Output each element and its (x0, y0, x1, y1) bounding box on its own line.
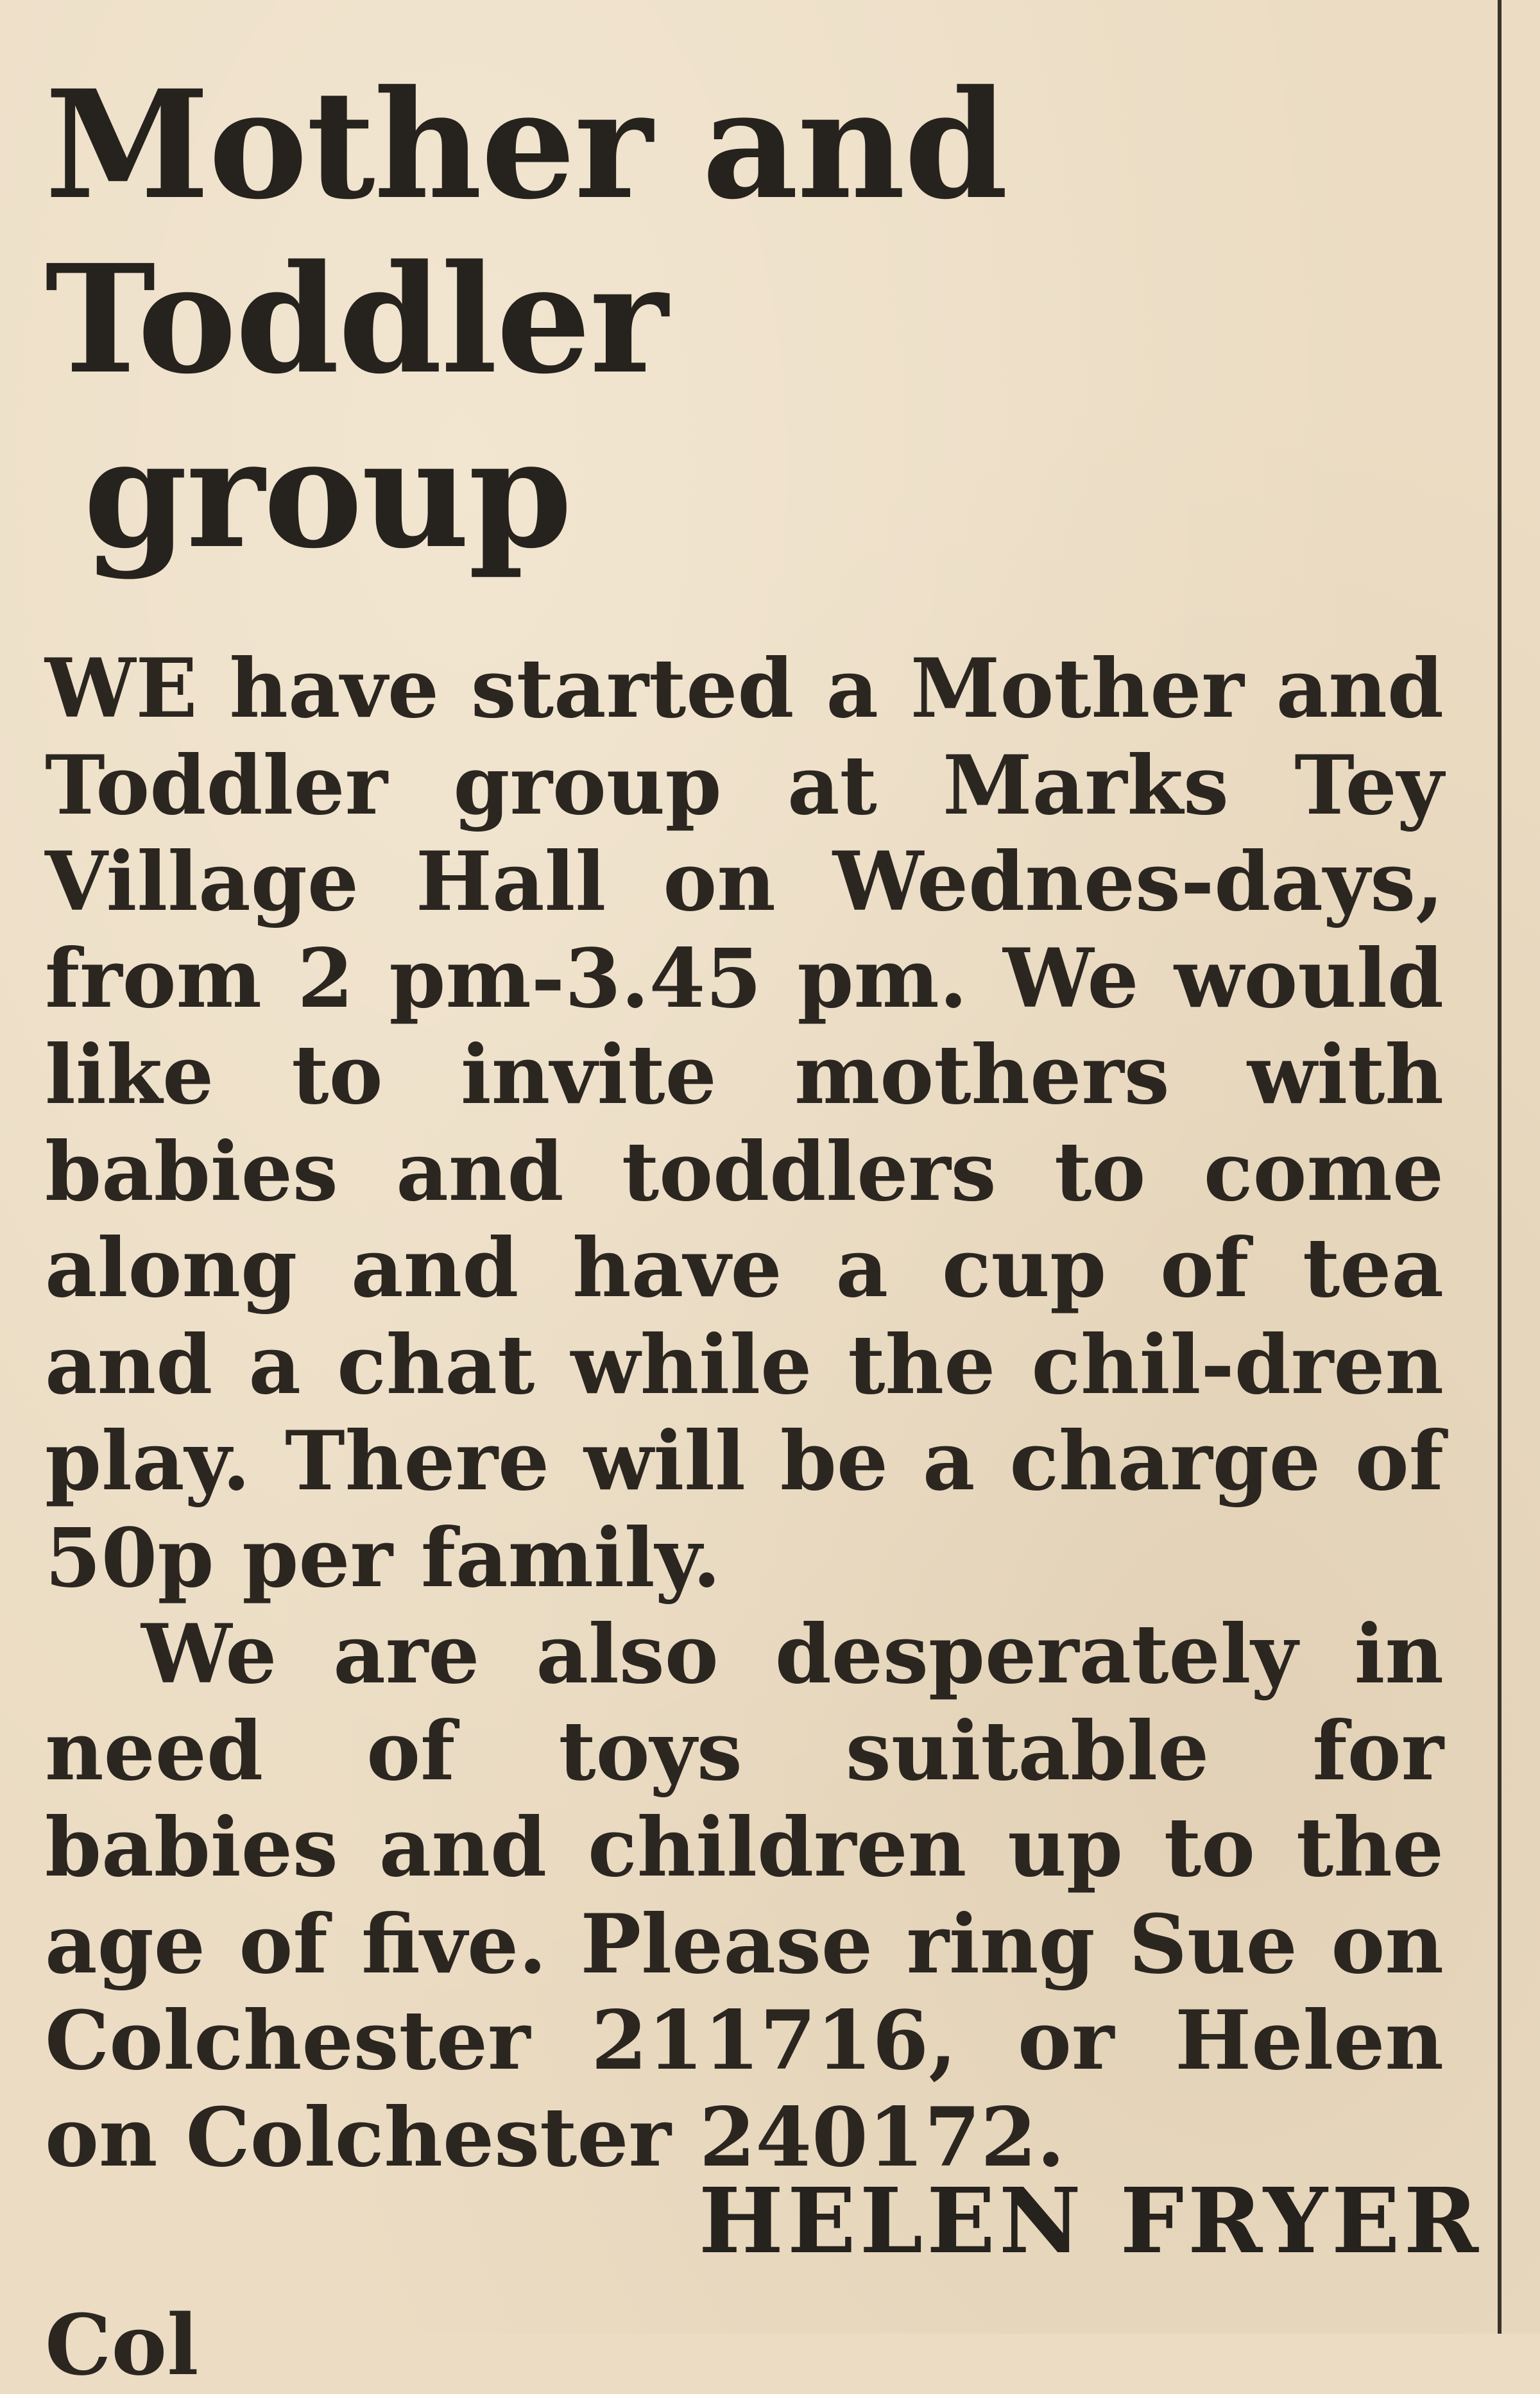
paragraph-1: WE have started a Mother and Toddler group at Marks Tey Village Hall on Wednes-days, from 2 pm-3.45 pm. We would like to invite mothers with babies and toddlers to come along and have a cup of tea and a chat while the chil-dren play. There will be a charge of 50p per family. (45, 641, 1444, 1605)
headline-line-1: Mother and (45, 57, 1007, 232)
column-rule (1498, 0, 1502, 2334)
next-article-cutoff: Col (45, 2296, 199, 2394)
article-body (45, 640, 1444, 2185)
byline: HELEN FRYER (698, 2169, 1482, 2274)
headline-line-2: Toddler (45, 232, 667, 407)
headline (45, 58, 1444, 581)
article (45, 58, 1444, 2185)
headline-line-3: group (83, 406, 572, 581)
paragraph-2: We are also desperately in need of toys suitable for babies and children up to the age of five. Please ring Sue on Colchester 211716, or Helen on Colchester 240172. (45, 1607, 1444, 2185)
